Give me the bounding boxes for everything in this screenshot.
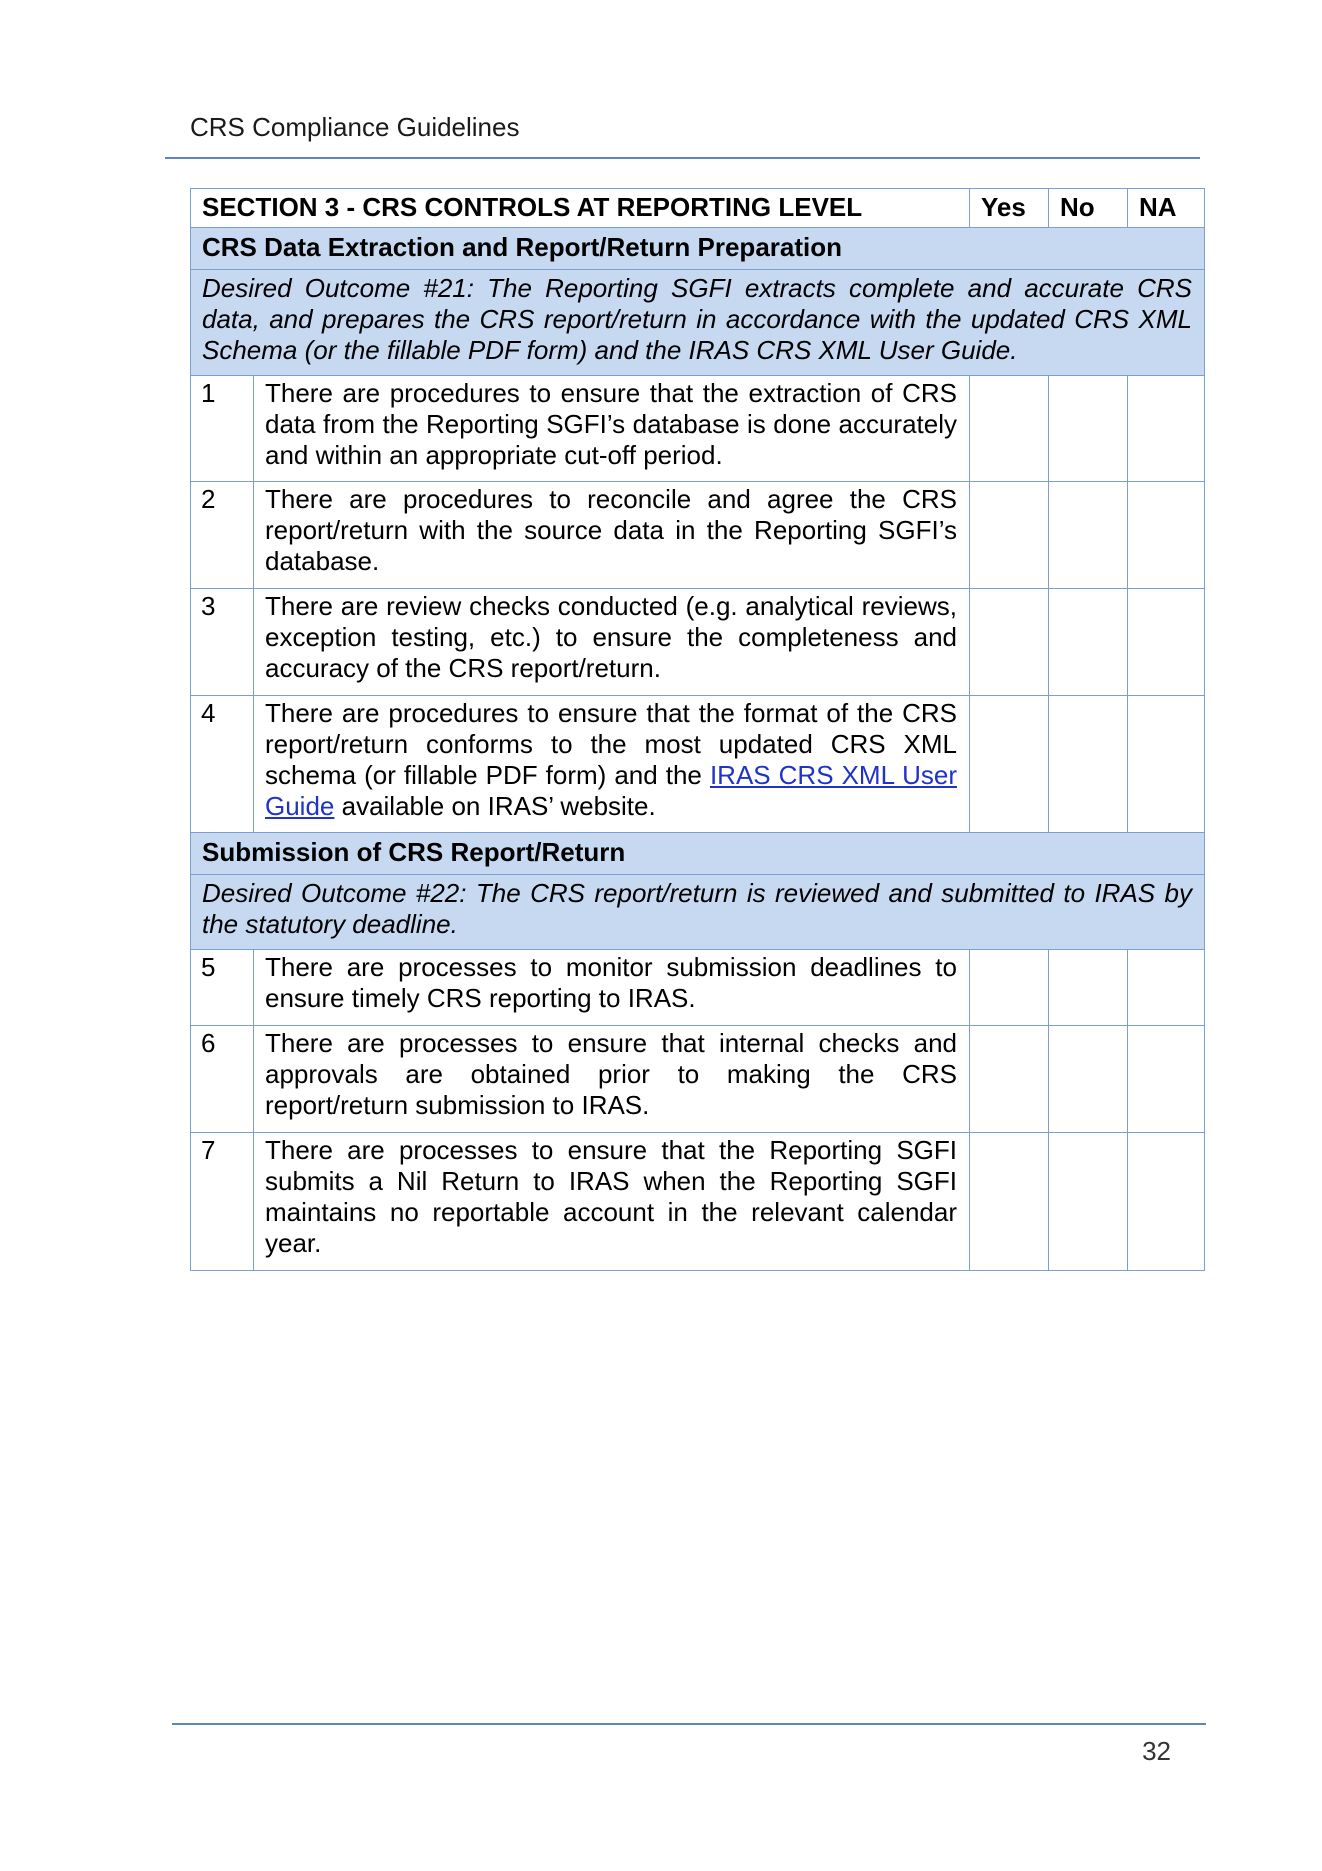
page-header-title: CRS Compliance Guidelines — [190, 112, 520, 142]
group-heading-row — [191, 833, 1205, 875]
page-number: 32 — [1142, 1736, 1171, 1766]
column-header-yes: Yes — [970, 189, 1049, 228]
column-header-no: No — [1049, 189, 1128, 228]
item-number: 1 — [191, 376, 254, 482]
item-number: 4 — [191, 696, 254, 833]
item-number: 6 — [191, 1026, 254, 1133]
table-row — [191, 376, 1205, 482]
item-text: There are procedures to ensure that the extraction of CRS data from the Reporting SGFI’s database is done accurately and within an appropriate cut-off period. — [254, 376, 970, 482]
desired-outcome-row — [191, 875, 1205, 950]
item-text-part: available on IRAS’ website. — [334, 791, 656, 821]
yes-answer-cell[interactable] — [970, 482, 1049, 589]
item-text: There are processes to ensure that internal checks and approvals are obtained prior to making the CRS report/return submission to IRAS. — [254, 1026, 970, 1133]
section-title: SECTION 3 - CRS CONTROLS AT REPORTING LEVEL — [191, 189, 970, 228]
item-number: 5 — [191, 950, 254, 1026]
iras-crs-xml-user-guide-link[interactable]: IRAS CRS XML User Guide — [265, 760, 957, 821]
item-text: There are procedures to reconcile and agree the CRS report/return with the source data in the Reporting SGFI’s database. — [254, 482, 970, 589]
desired-outcome: Desired Outcome #22: The CRS report/return is reviewed and submitted to IRAS by the statutory deadline. — [191, 875, 1205, 950]
yes-answer-cell[interactable] — [970, 950, 1049, 1026]
no-answer-cell[interactable] — [1049, 950, 1128, 1026]
table-row — [191, 696, 1205, 833]
na-answer-cell[interactable] — [1128, 950, 1205, 1026]
item-text-part: There are procedures to ensure that the format of the CRS report/return conforms to the most updated CRS XML schema (or fillable PDF form) and the — [265, 698, 957, 790]
footer-rule — [172, 1723, 1206, 1725]
table-row — [191, 589, 1205, 696]
table-row — [191, 1026, 1205, 1133]
item-number: 3 — [191, 589, 254, 696]
controls-checklist-table — [190, 188, 1205, 1271]
na-answer-cell[interactable] — [1128, 1026, 1205, 1133]
desired-outcome-row — [191, 270, 1205, 376]
table-header-row — [191, 189, 1205, 228]
yes-answer-cell[interactable] — [970, 1133, 1049, 1271]
yes-answer-cell[interactable] — [970, 589, 1049, 696]
group-heading: Submission of CRS Report/Return — [191, 833, 1205, 875]
item-number: 7 — [191, 1133, 254, 1271]
group-heading-row — [191, 228, 1205, 270]
no-answer-cell[interactable] — [1049, 482, 1128, 589]
yes-answer-cell[interactable] — [970, 1026, 1049, 1133]
no-answer-cell[interactable] — [1049, 1133, 1128, 1271]
item-text — [254, 696, 970, 833]
na-answer-cell[interactable] — [1128, 589, 1205, 696]
desired-outcome: Desired Outcome #21: The Reporting SGFI extracts complete and accurate CRS data, and prepares the CRS report/return in accordance with the updated CRS XML Schema (or the fillable PDF form) and the IRAS CRS XML User Guide. — [191, 270, 1205, 376]
item-text: There are processes to ensure that the Reporting SGFI submits a Nil Return to IRAS when the Reporting SGFI maintains no reportable account in the relevant calendar year. — [254, 1133, 970, 1271]
na-answer-cell[interactable] — [1128, 1133, 1205, 1271]
item-text: There are review checks conducted (e.g. analytical reviews, exception testing, etc.) to ensure the completeness and accuracy of the CRS report/return. — [254, 589, 970, 696]
no-answer-cell[interactable] — [1049, 1026, 1128, 1133]
table-row — [191, 1133, 1205, 1271]
no-answer-cell[interactable] — [1049, 696, 1128, 833]
yes-answer-cell[interactable] — [970, 696, 1049, 833]
no-answer-cell[interactable] — [1049, 589, 1128, 696]
table-row — [191, 950, 1205, 1026]
na-answer-cell[interactable] — [1128, 696, 1205, 833]
na-answer-cell[interactable] — [1128, 376, 1205, 482]
item-text: There are processes to monitor submission deadlines to ensure timely CRS reporting to IRAS. — [254, 950, 970, 1026]
group-heading: CRS Data Extraction and Report/Return Preparation — [191, 228, 1205, 270]
item-number: 2 — [191, 482, 254, 589]
column-header-na: NA — [1128, 189, 1205, 228]
na-answer-cell[interactable] — [1128, 482, 1205, 589]
yes-answer-cell[interactable] — [970, 376, 1049, 482]
table-row — [191, 482, 1205, 589]
no-answer-cell[interactable] — [1049, 376, 1128, 482]
header-rule — [165, 157, 1200, 159]
